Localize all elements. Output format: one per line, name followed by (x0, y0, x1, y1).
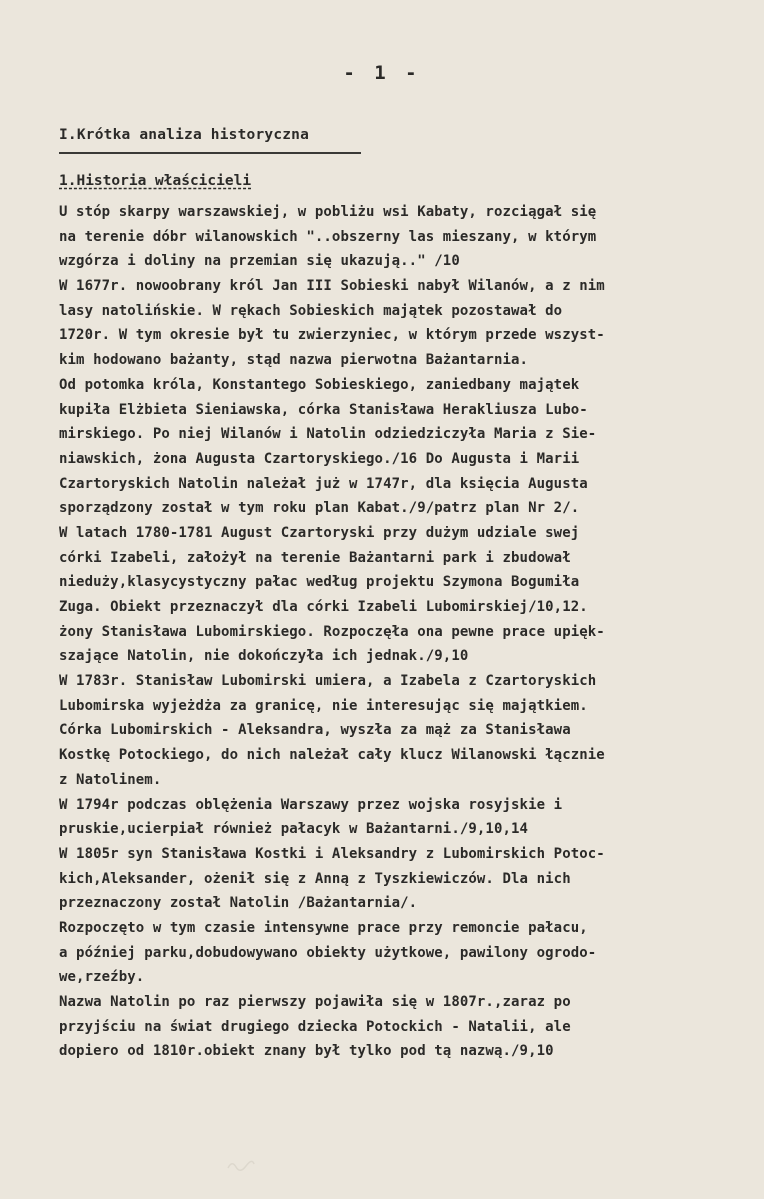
text-line: lasy natolińskie. W rękach Sobieskich majątek pozostawał do (59, 302, 563, 319)
section-title-underline (59, 152, 361, 154)
text-line: U stóp skarpy warszawskiej, w pobliżu wsi Kabaty, rozciągał się (59, 204, 597, 220)
text-line: kupiła Elżbieta Sieniawska, córka Stanisława Herakliusza Lubo- (59, 401, 588, 418)
text-line: przeznaczony został Natolin /Bażantarnia/. (59, 895, 418, 912)
text-line: Córka Lubomirskich - Aleksandra, wyszła za mąż za Stanisława (59, 722, 571, 739)
text-line: W latach 1780-1781 August Czartoryski przy dużym udziale swej (59, 524, 580, 541)
text-line: kim hodowano bażanty, stąd nazwa pierwotna Bażantarnia. (59, 352, 529, 369)
paper-stain-mark (226, 1158, 256, 1172)
text-line: W 1805r syn Stanisława Kostki i Aleksandry z Lubomirskich Potoc- (59, 845, 605, 862)
text-line: wzgórza i doliny na przemian się ukazują.." /10 (59, 253, 460, 270)
text-line: pruskie,ucierpiał również pałacyk w Bażantarni./9,10,14 (59, 821, 529, 838)
text-line: Rozpoczęto w tym czasie intensywne prace przy remoncie pałacu, (59, 919, 588, 936)
text-line: dopiero od 1810r.obiekt znany był tylko pod tą nazwą./9,10 (59, 1043, 554, 1060)
text-line: sporządzony został w tym roku plan Kabat./9/patrz plan Nr 2/. (59, 500, 580, 517)
text-line: Od potomka króla, Konstantego Sobieskiego, zaniedbany majątek (59, 376, 580, 393)
text-line: a później parku,dobudowywano obiekty użytkowe, pawilony ogrodo- (59, 944, 597, 961)
text-line: nieduży,klasycystyczny pałac według projektu Szymona Bogumiła (59, 574, 580, 591)
text-line: na terenie dóbr wilanowskich "..obszerny las mieszany, w którym (59, 228, 597, 245)
subsection-title: 1.Historia właścicieli (59, 173, 252, 189)
text-line: W 1794r podczas oblężenia Warszawy przez wojska rosyjskie i (59, 796, 563, 813)
text-line: Czartoryskich Natolin należał już w 1747r, dla księcia Augusta (59, 475, 588, 492)
text-line: mirskiego. Po niej Wilanów i Natolin odziedziczyła Maria z Sie- (59, 426, 597, 443)
text-line: córki Izabeli, założył na terenie Bażantarni park i zbudował (59, 549, 571, 566)
text-line: niawskich, żona Augusta Czartoryskiego./16 Do Augusta i Marii (59, 450, 580, 467)
text-line: szające Natolin, nie dokończyła ich jednak./9,10 (59, 648, 469, 665)
text-line: we,rzeźby. (59, 969, 145, 986)
text-line: W 1677r. nowoobrany król Jan III Sobieski nabył Wilanów, a z nim (59, 278, 605, 295)
text-line: 1720r. W tym okresie był tu zwierzyniec, w którym przede wszyst- (59, 327, 605, 344)
text-line: Zuga. Obiekt przeznaczył dla córki Izabeli Lubomirskiej/10,12. (59, 599, 588, 615)
text-line: kich,Aleksander, ożenił się z Anną z Tyszkiewiczów. Dla nich (59, 870, 571, 887)
text-line: Kostkę Potockiego, do nich należał cały klucz Wilanowski łącznie (59, 747, 605, 764)
text-line: z Natolinem. (59, 771, 162, 788)
text-line: Lubomirska wyjeżdża za granicę, nie interesując się majątkiem. (59, 697, 588, 714)
page-number: - 1 - (343, 62, 421, 84)
body-text (59, 200, 739, 1064)
text-line: W 1783r. Stanisław Lubomirski umiera, a Izabela z Czartoryskich (59, 673, 597, 690)
text-line: Nazwa Natolin po raz pierwszy pojawiła się w 1807r.,zaraz po (59, 994, 571, 1010)
section-title: I.Krótka analiza historyczna (59, 127, 310, 143)
text-line: żony Stanisława Lubomirskiego. Rozpoczęła ona pewne prace upięk- (59, 623, 605, 640)
text-line: przyjściu na świat drugiego dziecka Potockich - Natalii, ale (59, 1018, 571, 1035)
